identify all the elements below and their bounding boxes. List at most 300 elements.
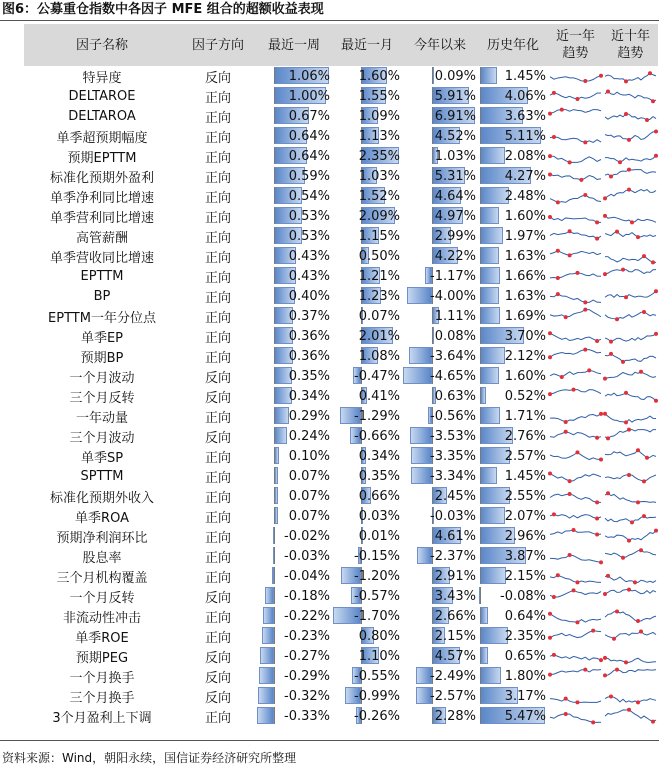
last-month-cell [332, 86, 402, 106]
sparkline-marker [651, 720, 655, 724]
header-last-month: 最近一月 [332, 24, 402, 66]
sparkline-marker [636, 700, 640, 704]
sparkline-marker [642, 479, 646, 483]
sparkline-marker [615, 317, 619, 321]
sparkline-marker [627, 473, 631, 477]
last-month-cell [332, 686, 402, 706]
data-bar [480, 367, 499, 384]
data-bar [258, 687, 275, 704]
last-week-cell [256, 226, 332, 246]
sparkline-marker [556, 200, 560, 204]
last-week-value: -0.32% [284, 688, 330, 704]
annualized-value: 5.47% [504, 708, 546, 724]
sparkline-path [605, 256, 656, 262]
sparkline-marker [630, 220, 634, 224]
sparkline-marker [654, 399, 658, 403]
sparkline-marker [606, 436, 610, 440]
sparkline-marker [548, 215, 552, 219]
sparkline-path [550, 175, 601, 180]
last-month-cell [332, 466, 402, 486]
trend-sparkline-10y [603, 266, 658, 286]
ytd-value: 2.15% [434, 628, 476, 644]
sparkline-marker [583, 300, 587, 304]
zero-axis [480, 647, 481, 664]
sparkline-marker [552, 653, 556, 657]
sparkline-path [605, 531, 656, 541]
last-week-cell [256, 186, 332, 206]
last-month-cell [332, 326, 402, 346]
zero-axis [480, 487, 481, 504]
factor-direction: 正向 [204, 250, 231, 266]
last-week-cell [256, 386, 332, 406]
trend-sparkline-10y [603, 126, 658, 146]
sparkline-marker [548, 112, 552, 116]
zero-axis [274, 487, 275, 504]
annualized-value: 1.63% [504, 288, 546, 304]
sparkline-marker [591, 720, 595, 724]
data-bar [480, 567, 506, 584]
factor-name: 特异度 [82, 70, 122, 86]
last-week-value: 0.53% [288, 228, 330, 244]
annualized-cell [478, 286, 548, 306]
last-week-cell [256, 86, 332, 106]
factor-name: 单季EP [80, 330, 124, 346]
last-month-value: -0.66% [354, 428, 400, 444]
table-row [24, 486, 658, 506]
table-row [24, 146, 658, 166]
sparkline-marker [599, 412, 603, 416]
zero-axis [432, 607, 433, 624]
zero-axis [274, 287, 275, 304]
sparkline-marker [627, 708, 631, 712]
table-row [24, 86, 658, 106]
figure-title: 图6：公募重仓指数中各因子 MFE 组合的超额收益表现 [2, 2, 324, 17]
zero-axis [274, 87, 275, 104]
zero-axis [480, 507, 481, 524]
ytd-value: 1.03% [434, 148, 476, 164]
sparkline-path [550, 390, 601, 395]
trend-sparkline-1y [548, 306, 603, 326]
data-bar [480, 67, 497, 84]
data-bar [480, 247, 499, 264]
sparkline-marker [633, 580, 637, 584]
zero-axis [274, 407, 275, 424]
zero-axis [432, 327, 433, 344]
ytd-value: -4.00% [430, 288, 476, 304]
zero-axis [432, 567, 433, 584]
zero-axis [480, 547, 481, 564]
sparkline-marker [595, 532, 599, 536]
table-row [24, 706, 658, 726]
ytd-cell [402, 226, 478, 246]
zero-axis [274, 127, 275, 144]
sparkline-path [550, 655, 601, 660]
zero-axis [480, 687, 481, 704]
data-bar [480, 227, 503, 244]
trend-sparkline-1y [548, 386, 603, 406]
sparkline-marker [564, 430, 568, 434]
annualized-cell [478, 546, 548, 566]
annualized-cell [478, 706, 548, 726]
table-row [24, 166, 658, 186]
last-month-value: 2.35% [358, 148, 400, 164]
annualized-value: 1.60% [504, 368, 546, 384]
sparkline-path [605, 550, 656, 557]
last-month-cell [332, 346, 402, 366]
ytd-value: 2.28% [434, 708, 476, 724]
ytd-cell [402, 106, 478, 126]
table-row [24, 426, 658, 446]
zero-axis [480, 407, 481, 424]
trend-sparkline-1y [548, 146, 603, 166]
ytd-value: 4.97% [434, 208, 476, 224]
last-month-cell [332, 206, 402, 226]
trend-sparkline-1y [548, 426, 603, 446]
sparkline-marker [568, 479, 572, 483]
trend-sparkline-1y [548, 166, 603, 186]
sparkline-marker [627, 539, 631, 543]
trend-sparkline-10y [603, 626, 658, 646]
ytd-value: 4.61% [434, 528, 476, 544]
zero-axis [480, 127, 481, 144]
sparkline-marker [595, 339, 599, 343]
factor-direction: 正向 [204, 710, 231, 726]
last-month-value: -0.55% [354, 668, 400, 684]
sparkline-path [550, 137, 601, 142]
zero-axis [432, 187, 433, 204]
factor-direction: 正向 [204, 210, 231, 226]
last-month-value: 1.60% [358, 68, 400, 84]
factor-direction: 反向 [204, 430, 231, 446]
trend-sparkline-10y [603, 66, 658, 86]
trend-sparkline-10y [603, 166, 658, 186]
zero-axis [274, 67, 275, 84]
ytd-cell [402, 366, 478, 386]
zero-axis [480, 367, 481, 384]
last-week-cell [256, 126, 332, 146]
sparkline-marker [606, 574, 610, 578]
last-week-value: 0.53% [288, 208, 330, 224]
last-month-value: -0.26% [354, 708, 400, 724]
last-week-value: 0.54% [288, 188, 330, 204]
ytd-cell [402, 566, 478, 586]
annualized-cell [478, 426, 548, 446]
last-week-cell [256, 666, 332, 686]
ytd-cell [402, 446, 478, 466]
trend-sparkline-1y [548, 506, 603, 526]
zero-axis [274, 447, 275, 464]
last-week-value: 0.07% [288, 488, 330, 504]
sparkline-marker [609, 352, 613, 356]
factor-direction: 正向 [204, 470, 231, 486]
sparkline-marker [621, 556, 625, 560]
last-week-cell [256, 586, 332, 606]
zero-axis [480, 247, 481, 264]
factor-name: 标准化预期外盈利 [49, 170, 154, 186]
zero-axis [480, 107, 481, 124]
last-month-cell [332, 146, 402, 166]
last-month-cell [332, 166, 402, 186]
ytd-cell [402, 126, 478, 146]
last-week-cell [256, 466, 332, 486]
sparkline-marker [639, 370, 643, 374]
annualized-value: 3.63% [504, 108, 546, 124]
header-10y-trend: 近十年 趋势 [603, 24, 658, 66]
sparkline-marker [603, 272, 607, 276]
sparkline-marker [595, 220, 599, 224]
sparkline-marker [575, 620, 579, 624]
last-month-value: -0.57% [354, 588, 400, 604]
last-month-value: 1.08% [358, 348, 400, 364]
last-week-value: 0.36% [288, 348, 330, 364]
zero-axis [432, 167, 433, 184]
zero-axis [480, 447, 481, 464]
zero-axis [274, 467, 275, 484]
trend-sparkline-10y [603, 426, 658, 446]
data-bar [263, 607, 274, 624]
last-month-cell [332, 666, 402, 686]
sparkline-marker [568, 553, 572, 557]
factor-name: 三个月换手 [69, 690, 135, 706]
last-month-value: 0.66% [358, 488, 400, 504]
zero-axis [274, 707, 275, 724]
sparkline-marker [648, 71, 652, 75]
annualized-value: 2.07% [504, 508, 546, 524]
sparkline-marker [627, 428, 631, 432]
factor-direction: 正向 [204, 550, 231, 566]
table-row [24, 466, 658, 486]
table-row [24, 386, 658, 406]
trend-sparkline-1y [548, 706, 603, 726]
data-bar [274, 407, 289, 424]
factor-direction: 正向 [204, 290, 231, 306]
last-week-value: 0.34% [288, 388, 330, 404]
last-month-cell [332, 286, 402, 306]
ytd-cell [402, 586, 478, 606]
data-bar [480, 507, 505, 524]
factor-name: 单季营利同比增速 [49, 210, 154, 226]
sparkline-marker [627, 188, 631, 192]
sparkline-path [550, 310, 601, 318]
annualized-value: 4.27% [504, 168, 546, 184]
last-month-value: 1.55% [358, 88, 400, 104]
factor-direction: 正向 [204, 330, 231, 346]
header-annualized: 历史年化 [478, 24, 548, 66]
sparkline-marker [556, 276, 560, 280]
zero-axis [480, 467, 481, 484]
zero-axis [274, 367, 275, 384]
zero-axis [274, 187, 275, 204]
zero-axis [480, 187, 481, 204]
sparkline-path [550, 514, 601, 518]
ytd-value: 4.52% [434, 128, 476, 144]
trend-sparkline-10y [603, 286, 658, 306]
zero-axis [480, 147, 481, 164]
factor-direction: 正向 [204, 450, 231, 466]
sparkline-marker [552, 595, 556, 599]
annualized-value: 1.60% [504, 208, 546, 224]
annualized-value: 1.97% [504, 228, 546, 244]
annualized-value: 3.87% [504, 548, 546, 564]
annualized-cell [478, 146, 548, 166]
last-week-value: 0.35% [288, 368, 330, 384]
sparkline-marker [583, 193, 587, 197]
factor-direction: 正向 [204, 310, 231, 326]
zero-axis [432, 147, 433, 164]
last-week-cell [256, 246, 332, 266]
ytd-cell [402, 146, 478, 166]
factor-name: 非流动性冲击 [62, 610, 141, 626]
last-month-value: -0.47% [354, 368, 400, 384]
data-bar [480, 607, 488, 624]
table-row [24, 626, 658, 646]
last-month-value: 1.52% [358, 188, 400, 204]
factor-name: 三个月波动 [69, 430, 135, 446]
sparkline-marker [603, 412, 607, 416]
factor-direction: 正向 [204, 490, 231, 506]
annualized-cell [478, 226, 548, 246]
factor-direction: 正向 [204, 270, 231, 286]
sparkline-marker [615, 610, 619, 614]
sparkline-path [550, 156, 601, 162]
last-week-value: 0.43% [288, 268, 330, 284]
trend-sparkline-1y [548, 546, 603, 566]
zero-axis [480, 707, 481, 724]
table-row [24, 66, 658, 86]
sparkline-marker [627, 588, 631, 592]
data-bar [403, 367, 432, 384]
factor-direction: 反向 [204, 670, 231, 686]
annualized-value: 0.65% [504, 648, 546, 664]
zero-axis [432, 587, 433, 604]
table-row [24, 366, 658, 386]
last-week-cell [256, 326, 332, 346]
last-week-value: 0.67% [288, 108, 330, 124]
annualized-value: -0.08% [500, 588, 546, 604]
sparkline-marker [627, 168, 631, 172]
sparkline-marker [568, 492, 572, 496]
trend-sparkline-10y [603, 666, 658, 686]
annualized-value: 2.35% [504, 628, 546, 644]
ytd-cell [402, 466, 478, 486]
factor-direction: 正向 [204, 570, 231, 586]
last-month-value: 0.80% [358, 628, 400, 644]
last-month-value: 1.15% [358, 228, 400, 244]
last-week-value: -0.27% [284, 648, 330, 664]
ytd-cell [402, 286, 478, 306]
ytd-cell [402, 526, 478, 546]
factor-name: 高管薪酬 [75, 230, 128, 246]
table-row [24, 406, 658, 426]
factor-direction: 正向 [204, 110, 231, 126]
last-month-value: 1.13% [358, 128, 400, 144]
last-month-value: 1.10% [358, 648, 400, 664]
sparkline-marker [560, 375, 564, 379]
sparkline-path [605, 612, 656, 621]
trend-sparkline-10y [603, 106, 658, 126]
last-week-cell [256, 346, 332, 366]
factor-direction: 正向 [204, 630, 231, 646]
sparkline-path [550, 231, 601, 238]
sparkline-marker [548, 355, 552, 359]
last-month-cell [332, 226, 402, 246]
sparkline-marker [612, 637, 616, 641]
last-week-value: -0.04% [284, 568, 330, 584]
factor-direction: 正向 [204, 510, 231, 526]
last-month-cell [332, 406, 402, 426]
last-month-value: 1.03% [358, 168, 400, 184]
ytd-cell [402, 666, 478, 686]
sparkline-path [605, 393, 656, 401]
trend-sparkline-10y [603, 546, 658, 566]
sparkline-marker [642, 310, 646, 314]
last-week-value: 0.59% [288, 168, 330, 184]
zero-axis [432, 227, 433, 244]
last-week-cell [256, 446, 332, 466]
last-month-cell [332, 586, 402, 606]
annualized-cell [478, 646, 548, 666]
last-week-value: 0.07% [288, 508, 330, 524]
annualized-value: 3.17% [504, 688, 546, 704]
last-month-cell [332, 486, 402, 506]
sparkline-marker [583, 79, 587, 83]
annualized-value: 0.52% [504, 388, 546, 404]
sparkline-marker [651, 99, 655, 103]
ytd-value: 2.66% [434, 608, 476, 624]
last-month-cell [332, 126, 402, 146]
factor-direction: 反向 [204, 590, 231, 606]
zero-axis [480, 607, 481, 624]
factor-name: 单季营收同比增速 [49, 250, 154, 266]
last-week-value: -0.22% [284, 608, 330, 624]
trend-sparkline-1y [548, 566, 603, 586]
data-bar [480, 267, 500, 284]
sparkline-marker [603, 656, 607, 660]
last-week-value: 0.29% [288, 408, 330, 424]
zero-axis [274, 427, 275, 444]
sparkline-path [605, 658, 656, 663]
sparkline-marker [591, 629, 595, 633]
table-row [24, 126, 658, 146]
last-week-cell [256, 166, 332, 186]
annualized-cell [478, 126, 548, 146]
trend-sparkline-1y [548, 666, 603, 686]
annualized-cell [478, 466, 548, 486]
trend-sparkline-10y [603, 186, 658, 206]
sparkline-path [550, 110, 601, 114]
table-row [24, 246, 658, 266]
factor-name: DELTAROA [68, 108, 136, 124]
zero-axis [480, 307, 481, 324]
sparkline-path [605, 232, 656, 238]
sparkline-marker [624, 660, 628, 664]
factor-name: 单季SP [80, 450, 124, 466]
annualized-cell [478, 406, 548, 426]
trend-sparkline-1y [548, 286, 603, 306]
annualized-cell [478, 606, 548, 626]
sparkline-marker [564, 712, 568, 716]
annualized-cell [478, 306, 548, 326]
sparkline-marker [564, 420, 568, 424]
table-row [24, 326, 658, 346]
zero-axis [432, 107, 433, 124]
annualized-cell [478, 66, 548, 86]
factor-name: DELTAROE [68, 88, 136, 104]
table-row [24, 566, 658, 586]
zero-axis [480, 227, 481, 244]
annualized-value: 2.57% [504, 448, 546, 464]
table-body [24, 66, 658, 726]
